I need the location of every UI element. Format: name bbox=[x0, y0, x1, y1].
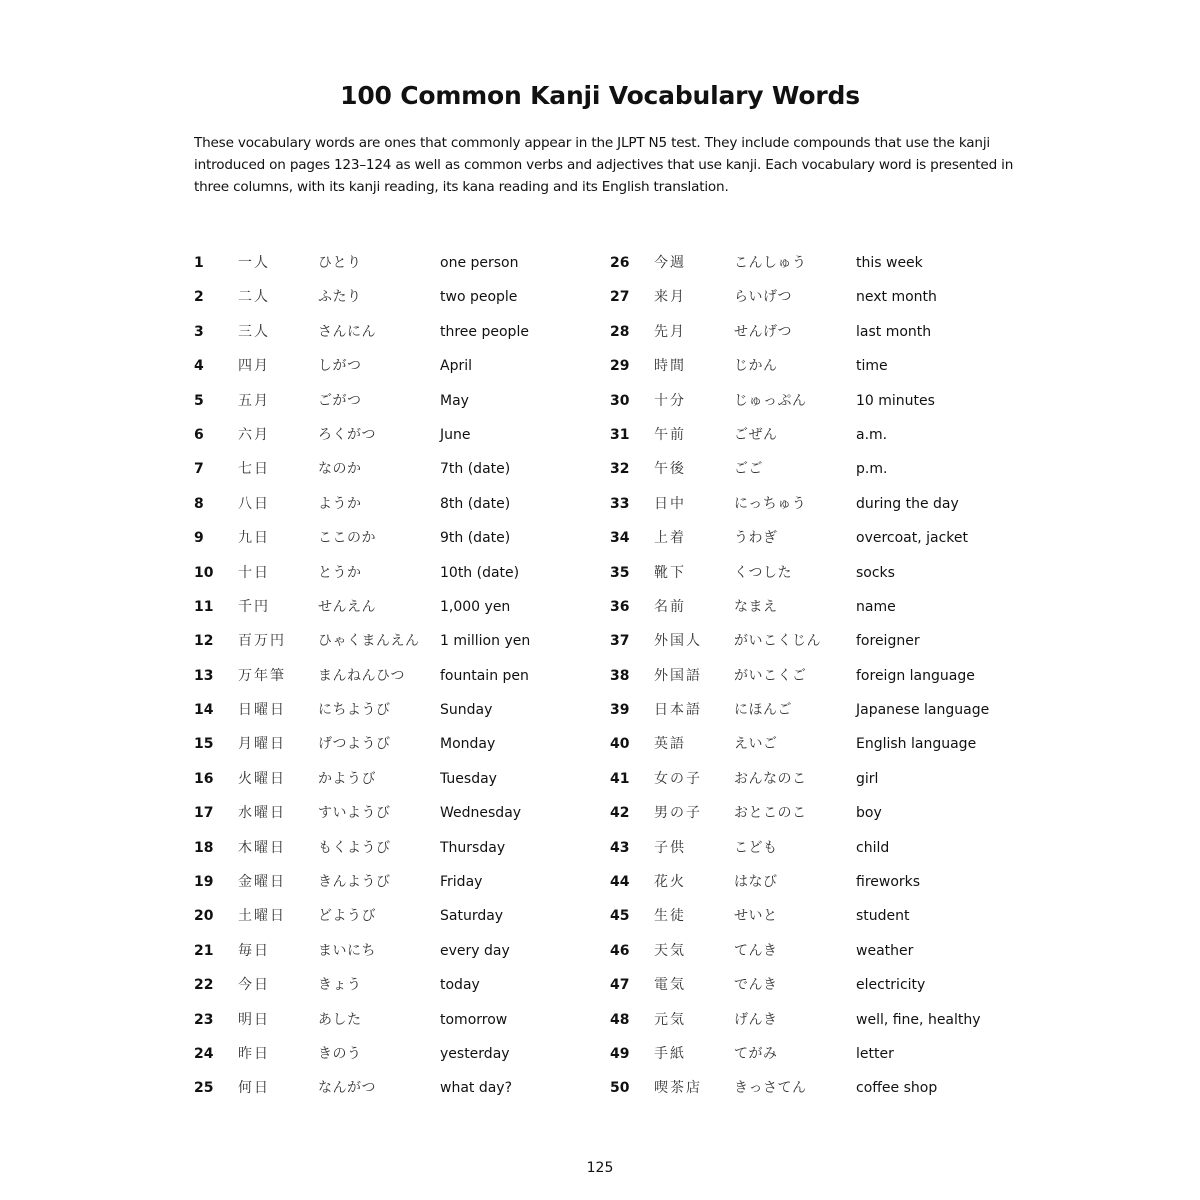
vocab-kana: ここのか bbox=[318, 530, 376, 547]
vocab-kanji: 靴下 bbox=[654, 564, 686, 581]
vocab-kana: えいご bbox=[734, 736, 778, 753]
vocab-kana: ようか bbox=[318, 495, 362, 512]
vocab-kana: なのか bbox=[318, 461, 362, 478]
vocab-kanji: 九日 bbox=[238, 530, 270, 547]
vocab-kanji: 外国人 bbox=[654, 633, 702, 650]
vocab-row bbox=[194, 351, 634, 385]
intro-paragraph: These vocabulary words are ones that commonly appear in the JLPT N5 test. They include compounds that use the kanji introduced on pages 123–124 as well as common verbs and adjectives that use kanji. Each vocabulary word is presented in three columns, with its kanji reading, its kana reading and its English translation. bbox=[194, 134, 1014, 195]
vocab-kana: なんがつ bbox=[318, 1080, 376, 1097]
vocab-number: 15 bbox=[194, 736, 214, 753]
vocab-english: April bbox=[440, 358, 472, 375]
vocab-kanji: 電気 bbox=[654, 977, 686, 994]
vocab-kanji: 八日 bbox=[238, 495, 270, 512]
vocab-kanji: 先月 bbox=[654, 323, 686, 340]
vocab-row bbox=[194, 729, 634, 763]
vocab-english: boy bbox=[856, 805, 882, 822]
vocab-english: English language bbox=[856, 736, 977, 753]
vocab-number: 14 bbox=[194, 702, 214, 719]
vocab-english: socks bbox=[856, 564, 895, 581]
vocab-kanji: 金曜日 bbox=[238, 874, 286, 891]
vocab-number: 47 bbox=[610, 977, 630, 994]
vocab-english: every day bbox=[440, 942, 510, 959]
vocab-english: 10th (date) bbox=[440, 564, 520, 581]
vocab-number: 50 bbox=[610, 1080, 630, 1097]
vocab-kanji: 四月 bbox=[238, 358, 270, 375]
vocab-kana: ひとり bbox=[318, 255, 362, 271]
vocab-english: tomorrow bbox=[440, 1011, 508, 1028]
vocab-number: 44 bbox=[610, 874, 630, 891]
vocab-number: 17 bbox=[194, 805, 214, 822]
vocab-kana: じかん bbox=[734, 358, 778, 375]
vocab-row bbox=[610, 970, 1050, 1004]
vocab-row bbox=[194, 1039, 634, 1073]
vocab-kanji: 来月 bbox=[654, 289, 686, 306]
vocab-row bbox=[610, 1039, 1050, 1073]
vocab-number: 33 bbox=[610, 495, 630, 512]
vocab-kanji: 火曜日 bbox=[238, 770, 286, 787]
vocab-row bbox=[610, 248, 1050, 282]
vocab-number: 39 bbox=[610, 702, 630, 719]
vocab-english: last month bbox=[856, 323, 932, 340]
vocab-english: Tuesday bbox=[440, 770, 497, 787]
vocab-kanji: 英語 bbox=[654, 736, 686, 753]
vocab-row bbox=[194, 661, 634, 695]
vocab-row bbox=[194, 798, 634, 832]
vocab-row bbox=[610, 901, 1050, 935]
vocab-kanji: 上着 bbox=[654, 530, 686, 547]
vocab-row bbox=[610, 695, 1050, 729]
vocab-row bbox=[194, 420, 634, 454]
vocab-row bbox=[194, 317, 634, 351]
vocab-row bbox=[610, 833, 1050, 867]
vocab-number: 32 bbox=[610, 461, 630, 478]
vocab-english: during the day bbox=[856, 495, 959, 512]
vocab-kanji: 今週 bbox=[654, 255, 686, 271]
vocab-english: coffee shop bbox=[856, 1080, 938, 1097]
vocab-row bbox=[194, 1073, 634, 1107]
vocab-number: 40 bbox=[610, 736, 630, 753]
vocab-row bbox=[610, 867, 1050, 901]
vocab-english: June bbox=[440, 426, 471, 443]
vocab-kana: あした bbox=[318, 1011, 362, 1028]
vocab-number: 20 bbox=[194, 908, 214, 925]
vocab-number: 27 bbox=[610, 289, 630, 306]
vocab-english: foreigner bbox=[856, 633, 920, 650]
vocab-row bbox=[610, 1073, 1050, 1107]
vocab-row bbox=[610, 282, 1050, 316]
vocab-kanji: 生徒 bbox=[654, 908, 686, 925]
vocab-row bbox=[610, 729, 1050, 763]
vocab-number: 8 bbox=[194, 495, 204, 512]
vocab-kana: きのう bbox=[318, 1045, 362, 1062]
vocab-kanji: 十日 bbox=[238, 564, 270, 581]
vocab-number: 12 bbox=[194, 633, 214, 650]
vocab-kana: どようび bbox=[318, 908, 376, 925]
vocab-row bbox=[610, 661, 1050, 695]
vocab-kana: すいようび bbox=[318, 805, 391, 822]
vocab-row bbox=[610, 626, 1050, 660]
vocab-kanji: 千円 bbox=[238, 598, 270, 615]
vocab-number: 37 bbox=[610, 633, 630, 650]
vocab-row bbox=[610, 936, 1050, 970]
vocab-kana: てがみ bbox=[734, 1045, 778, 1062]
vocab-kana: ろくがつ bbox=[318, 426, 376, 443]
vocab-kana: きっさてん bbox=[734, 1080, 807, 1097]
vocab-kana: ふたり bbox=[318, 289, 362, 306]
vocab-english: Monday bbox=[440, 736, 496, 753]
vocab-number: 43 bbox=[610, 839, 630, 856]
vocab-english: 10 minutes bbox=[856, 392, 935, 409]
vocab-english: Japanese language bbox=[856, 702, 990, 719]
vocab-english: May bbox=[440, 392, 469, 409]
vocab-kanji: 万年筆 bbox=[238, 667, 286, 684]
vocab-english: p.m. bbox=[856, 461, 888, 478]
vocab-number: 28 bbox=[610, 323, 630, 340]
vocab-row bbox=[194, 695, 634, 729]
vocab-kana: じゅっぷん bbox=[734, 392, 807, 409]
vocab-english: Saturday bbox=[440, 908, 504, 925]
vocab-number: 34 bbox=[610, 530, 630, 547]
vocab-number: 35 bbox=[610, 564, 630, 581]
vocab-row bbox=[194, 970, 634, 1004]
vocab-number: 10 bbox=[194, 564, 214, 581]
vocab-kana: なまえ bbox=[734, 598, 778, 615]
page-number: 125 bbox=[586, 1160, 614, 1176]
vocab-kana: にほんご bbox=[734, 702, 792, 719]
vocab-english: girl bbox=[856, 770, 879, 787]
vocab-number: 19 bbox=[194, 874, 214, 891]
vocab-english: fireworks bbox=[856, 874, 921, 891]
vocab-number: 38 bbox=[610, 667, 630, 684]
vocab-kana: にっちゅう bbox=[734, 495, 807, 512]
vocab-number: 48 bbox=[610, 1011, 630, 1028]
vocab-english: three people bbox=[440, 323, 529, 340]
vocab-kanji: 月曜日 bbox=[238, 736, 286, 753]
vocab-kanji: 午前 bbox=[654, 426, 686, 443]
vocab-kana: うわぎ bbox=[734, 530, 778, 547]
vocab-kanji: 子供 bbox=[654, 839, 686, 856]
vocab-row bbox=[194, 626, 634, 660]
vocab-kana: ごぜん bbox=[734, 426, 778, 443]
vocab-kanji: 二人 bbox=[238, 289, 270, 306]
vocab-english: student bbox=[856, 908, 910, 925]
vocab-kana: でんき bbox=[734, 977, 778, 994]
vocab-number: 21 bbox=[194, 942, 214, 959]
vocab-kanji: 水曜日 bbox=[238, 805, 286, 822]
vocab-english: two people bbox=[440, 289, 518, 306]
vocab-english: time bbox=[856, 358, 888, 375]
vocab-kanji: 元気 bbox=[654, 1011, 686, 1028]
vocab-english: fountain pen bbox=[440, 667, 529, 684]
vocab-row bbox=[194, 764, 634, 798]
vocab-english: 9th (date) bbox=[440, 530, 511, 547]
vocab-english: Friday bbox=[440, 874, 483, 891]
vocab-row bbox=[610, 317, 1050, 351]
vocab-number: 11 bbox=[194, 598, 214, 615]
vocab-number: 30 bbox=[610, 392, 630, 409]
vocab-row bbox=[194, 248, 634, 282]
vocab-kana: らいげつ bbox=[734, 289, 792, 306]
vocab-kanji: 手紙 bbox=[654, 1045, 686, 1062]
vocab-kanji: 木曜日 bbox=[238, 839, 286, 856]
vocab-row bbox=[194, 1005, 634, 1039]
vocab-kana: げつようび bbox=[318, 736, 391, 753]
vocab-kanji: 七日 bbox=[238, 461, 270, 478]
vocab-kana: おんなのこ bbox=[734, 770, 807, 787]
vocab-english: a.m. bbox=[856, 426, 888, 443]
vocab-number: 29 bbox=[610, 358, 630, 375]
vocab-kanji: 百万円 bbox=[238, 633, 286, 650]
vocab-english: 1,000 yen bbox=[440, 598, 511, 615]
vocab-kana: てんき bbox=[734, 942, 778, 959]
vocab-kana: こんしゅう bbox=[734, 255, 807, 271]
vocab-kanji: 時間 bbox=[654, 358, 686, 375]
vocab-kana: がいこくじん bbox=[734, 633, 821, 650]
vocab-row bbox=[194, 523, 634, 557]
vocab-kanji: 男の子 bbox=[654, 805, 702, 822]
vocab-row bbox=[610, 351, 1050, 385]
vocab-number: 31 bbox=[610, 426, 630, 443]
vocab-kanji: 毎日 bbox=[238, 942, 270, 959]
vocab-english: next month bbox=[856, 289, 937, 306]
vocab-kana: げんき bbox=[734, 1011, 778, 1028]
vocab-kana: にちようび bbox=[318, 702, 391, 719]
vocab-kanji: 三人 bbox=[238, 323, 270, 340]
vocab-kana: がいこくご bbox=[734, 667, 807, 684]
vocab-list-left bbox=[194, 248, 634, 1108]
vocab-english: Sunday bbox=[440, 702, 493, 719]
vocab-number: 26 bbox=[610, 255, 630, 271]
vocab-kana: ひゃくまんえん bbox=[318, 633, 420, 650]
vocab-row bbox=[194, 386, 634, 420]
vocab-english: overcoat, jacket bbox=[856, 530, 969, 547]
vocab-number: 18 bbox=[194, 839, 214, 856]
vocab-kana: まいにち bbox=[318, 942, 376, 959]
vocab-kana: せんえん bbox=[318, 598, 376, 615]
vocab-kanji: 日中 bbox=[654, 495, 686, 512]
vocab-english: yesterday bbox=[440, 1045, 510, 1062]
page-title: 100 Common Kanji Vocabulary Words bbox=[340, 80, 860, 110]
vocab-number: 24 bbox=[194, 1045, 214, 1062]
vocab-row bbox=[610, 1005, 1050, 1039]
vocab-english: what day? bbox=[440, 1080, 513, 1097]
vocab-number: 41 bbox=[610, 770, 630, 787]
vocab-number: 13 bbox=[194, 667, 214, 684]
vocab-kanji: 六月 bbox=[238, 426, 270, 443]
vocab-kana: おとこのこ bbox=[734, 805, 807, 822]
vocab-kanji: 喫茶店 bbox=[654, 1080, 702, 1097]
vocab-kana: こども bbox=[734, 839, 778, 856]
vocab-english: 8th (date) bbox=[440, 495, 511, 512]
vocab-number: 42 bbox=[610, 805, 630, 822]
vocab-kana: ごがつ bbox=[318, 392, 362, 409]
vocab-kana: きょう bbox=[318, 977, 362, 994]
vocab-row bbox=[194, 833, 634, 867]
vocab-kanji: 花火 bbox=[654, 874, 686, 891]
vocab-kana: まんねんひつ bbox=[318, 667, 405, 684]
vocab-kanji: 一人 bbox=[238, 255, 270, 271]
vocab-row bbox=[194, 936, 634, 970]
vocab-kana: きんようび bbox=[318, 874, 391, 891]
vocab-number: 49 bbox=[610, 1045, 630, 1062]
vocab-kanji: 天気 bbox=[654, 942, 686, 959]
vocab-english: name bbox=[856, 598, 896, 615]
vocab-english: Thursday bbox=[440, 839, 506, 856]
vocab-row bbox=[194, 592, 634, 626]
vocab-kanji: 何日 bbox=[238, 1080, 270, 1097]
vocab-english: letter bbox=[856, 1045, 894, 1062]
vocab-kana: もくようび bbox=[318, 839, 391, 856]
vocab-row bbox=[610, 798, 1050, 832]
vocab-kana: せいと bbox=[734, 908, 778, 925]
vocab-row bbox=[610, 592, 1050, 626]
vocab-kanji: 昨日 bbox=[238, 1045, 270, 1062]
vocab-english: today bbox=[440, 977, 480, 994]
vocab-number: 9 bbox=[194, 530, 204, 547]
vocab-kana: ごご bbox=[734, 461, 763, 478]
vocab-kanji: 日本語 bbox=[654, 702, 702, 719]
vocab-number: 45 bbox=[610, 908, 630, 925]
vocab-row bbox=[194, 454, 634, 488]
vocab-number: 23 bbox=[194, 1011, 214, 1028]
vocab-kanji: 外国語 bbox=[654, 667, 702, 684]
vocab-kana: はなび bbox=[734, 874, 778, 891]
vocab-row bbox=[610, 420, 1050, 454]
vocab-row bbox=[610, 764, 1050, 798]
vocab-number: 16 bbox=[194, 770, 214, 787]
vocab-english: foreign language bbox=[856, 667, 975, 684]
vocab-english: child bbox=[856, 839, 890, 856]
vocab-number: 22 bbox=[194, 977, 214, 994]
vocab-number: 36 bbox=[610, 598, 630, 615]
vocab-row bbox=[194, 489, 634, 523]
vocab-row bbox=[194, 867, 634, 901]
vocab-kanji: 土曜日 bbox=[238, 908, 286, 925]
vocab-kanji: 十分 bbox=[654, 392, 686, 409]
vocab-row bbox=[194, 282, 634, 316]
vocab-row bbox=[610, 454, 1050, 488]
vocab-english: 7th (date) bbox=[440, 461, 511, 478]
vocab-kana: くつした bbox=[734, 564, 792, 581]
vocab-list-right bbox=[610, 248, 1050, 1108]
vocab-english: Wednesday bbox=[440, 805, 522, 822]
vocab-kana: さんにん bbox=[318, 323, 376, 340]
vocab-kana: かようび bbox=[318, 770, 376, 787]
vocab-kanji: 女の子 bbox=[654, 770, 702, 787]
vocab-kanji: 明日 bbox=[238, 1011, 270, 1028]
vocab-kana: せんげつ bbox=[734, 323, 792, 340]
vocab-row bbox=[194, 558, 634, 592]
vocab-number: 4 bbox=[194, 358, 204, 375]
vocab-english: electricity bbox=[856, 977, 926, 994]
vocab-number: 46 bbox=[610, 942, 630, 959]
vocab-row bbox=[610, 523, 1050, 557]
vocab-row bbox=[610, 386, 1050, 420]
vocab-kanji: 日曜日 bbox=[238, 702, 286, 719]
vocab-kana: しがつ bbox=[318, 358, 362, 375]
vocab-row bbox=[610, 558, 1050, 592]
vocab-row bbox=[610, 489, 1050, 523]
vocab-english: this week bbox=[856, 255, 923, 271]
vocab-number: 5 bbox=[194, 392, 204, 409]
vocab-kanji: 午後 bbox=[654, 461, 686, 478]
vocab-english: weather bbox=[856, 942, 914, 959]
vocab-kana: とうか bbox=[318, 564, 362, 581]
vocab-kanji: 名前 bbox=[654, 598, 686, 615]
vocab-kanji: 今日 bbox=[238, 977, 270, 994]
vocab-english: one person bbox=[440, 255, 519, 271]
vocab-number: 3 bbox=[194, 323, 204, 340]
vocab-number: 25 bbox=[194, 1080, 214, 1097]
vocab-number: 6 bbox=[194, 426, 204, 443]
vocab-english: well, fine, healthy bbox=[856, 1011, 981, 1028]
vocab-english: 1 million yen bbox=[440, 633, 531, 650]
vocab-number: 2 bbox=[194, 289, 204, 306]
vocab-row bbox=[194, 901, 634, 935]
vocab-number: 1 bbox=[194, 255, 204, 271]
vocab-number: 7 bbox=[194, 461, 204, 478]
vocab-kanji: 五月 bbox=[238, 392, 270, 409]
